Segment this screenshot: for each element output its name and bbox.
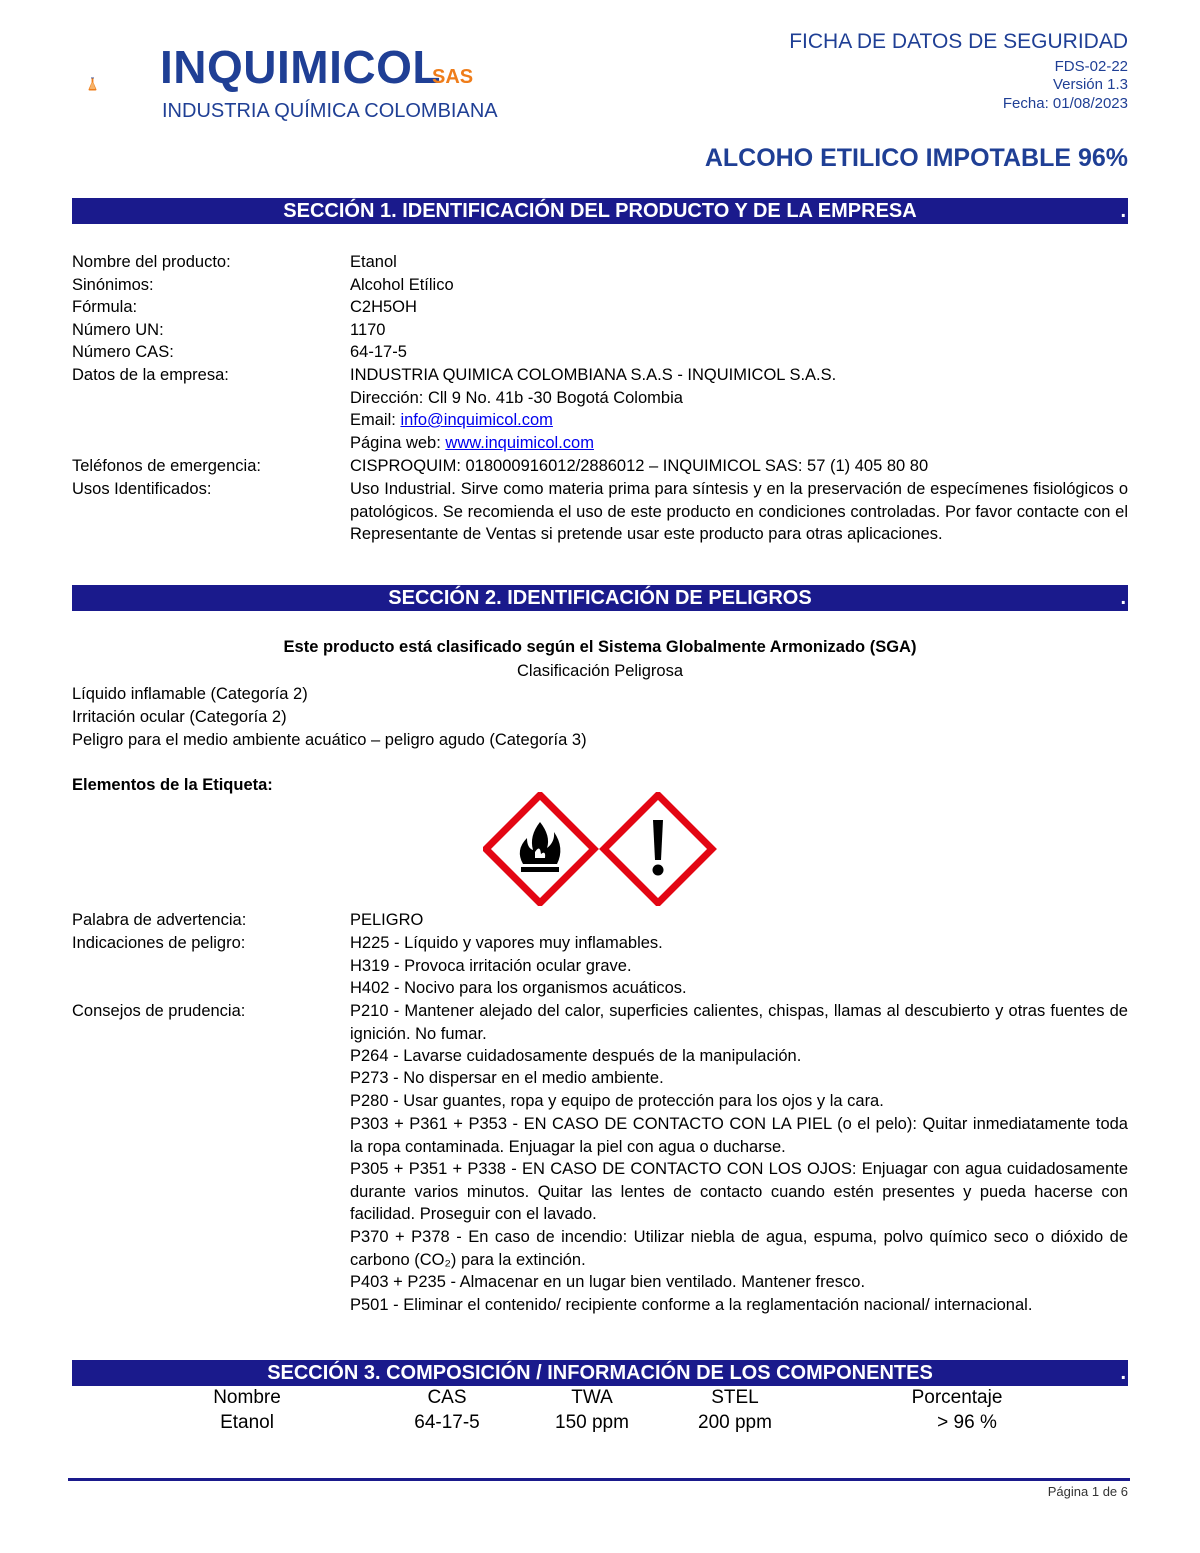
uses-label: Usos Identificados: — [72, 480, 212, 498]
cas-value: 64-17-5 — [350, 343, 407, 361]
table-header: Porcentaje — [911, 1387, 1003, 1408]
un-label: Número UN: — [72, 321, 164, 339]
ghs-pictograms — [483, 792, 717, 906]
section-3-dot: . — [1120, 1362, 1126, 1384]
table-cell: 150 ppm — [555, 1412, 629, 1433]
section-2-header — [72, 585, 1128, 611]
emergency-value: CISPROQUIM: 018000916012/2886012 – INQUIMICOL SAS: 57 (1) 405 80 80 — [350, 457, 929, 475]
email-label: Email: — [350, 411, 401, 429]
hazard-statements-label: Indicaciones de peligro: — [72, 934, 246, 952]
signal-word-value: PELIGRO — [350, 911, 424, 929]
table-header: Nombre — [213, 1387, 281, 1408]
cas-label: Número CAS: — [72, 343, 174, 361]
table-header: TWA — [571, 1387, 613, 1408]
section-1-title: SECCIÓN 1. IDENTIFICACIÓN DEL PRODUCTO Y DE LA EMPRESA — [283, 200, 917, 222]
synonyms-label: Sinónimos: — [72, 276, 154, 294]
product-name-label: Nombre del producto: — [72, 253, 231, 271]
precautionary-statement: P305 + P351 + P338 - EN CASO DE CONTACTO CON LOS OJOS: Enjuagar con agua cuidadosamente durante varios minutos. Quitar las lentes de contacto cuando estén presentes y pueda hacerse con facilidad. Proseguir con el lavado. — [350, 1160, 1129, 1223]
company-suffix: SAS — [432, 66, 474, 88]
section-3-title: SECCIÓN 3. COMPOSICIÓN / INFORMACIÓN DE LOS COMPONENTES — [267, 1362, 933, 1384]
signal-word-label: Palabra de advertencia: — [72, 911, 247, 929]
company-logo — [88, 38, 148, 130]
website-link[interactable]: www.inquimicol.com — [445, 434, 594, 452]
flame-pictogram — [486, 795, 594, 903]
precautionary-statement: P273 - No dispersar en el medio ambiente. — [350, 1069, 664, 1087]
section-1-header — [72, 198, 1128, 224]
company-label: Datos de la empresa: — [72, 366, 229, 384]
footer-divider — [68, 1478, 1130, 1481]
emergency-label: Teléfonos de emergencia: — [72, 457, 261, 475]
precautionary-statement: P264 - Lavarse cuidadosamente después de la manipulación. — [350, 1047, 802, 1065]
precautionary-statement: P303 + P361 + P353 - EN CASO DE CONTACTO CON LA PIEL (o el pelo): Quitar inmediatamente toda la ropa contaminada. Enjuagar la piel con agua o ducharse. — [350, 1115, 1128, 1156]
precautionary-statement: P280 - Usar guantes, ropa y equipo de protección para los ojos y la cara. — [350, 1092, 884, 1110]
precautionary-statement: P370 + P378 - En caso de incendio: Utilizar niebla de agua, espuma, polvo químico seco o dióxido de carbono (CO₂) para la extinción. — [350, 1228, 1128, 1269]
uses-value: Uso Industrial. Sirve como materia prima para síntesis y en la preservación de especímenes fisiológicos o patológicos. Se recomienda el uso de este producto en condiciones controladas. Por favor contacte con el Representante de Ventas si pretende usar este producto para otras aplicaciones. — [350, 480, 1128, 543]
table-header: STEL — [711, 1387, 759, 1408]
page-number: Página 1 de 6 — [1047, 1484, 1128, 1499]
company-name: INQUIMICOL — [160, 41, 441, 93]
formula-value: C2H5OH — [350, 298, 417, 316]
un-value: 1170 — [350, 321, 386, 339]
table-cell: > 96 % — [937, 1412, 997, 1433]
precautionary-statement: P403 + P235 - Almacenar en un lugar bien ventilado. Mantener fresco. — [350, 1273, 866, 1291]
formula-label: Fórmula: — [72, 298, 138, 316]
table-header: CAS — [427, 1387, 467, 1408]
hazard-statement: H319 - Provoca irritación ocular grave. — [350, 957, 632, 975]
document-code: FDS-02-22 — [1054, 58, 1128, 75]
section-1-dot: . — [1120, 200, 1126, 222]
document-version: Versión 1.3 — [1052, 76, 1128, 93]
company-value: INDUSTRIA QUIMICA COLOMBIANA S.A.S - INQUIMICOL S.A.S. — [350, 366, 837, 384]
table-cell: 200 ppm — [698, 1412, 772, 1433]
table-cell: 64-17-5 — [414, 1412, 480, 1433]
product-name-value: Etanol — [350, 253, 397, 271]
table-cell: Etanol — [220, 1412, 274, 1433]
section-3-header — [72, 1360, 1128, 1386]
precautionary-statement: P210 - Mantener alejado del calor, superficies calientes, chispas, llamas al descubierto y otras fuentes de ignición. No fumar. — [350, 1002, 1128, 1043]
classification-subtitle: Clasificación Peligrosa — [517, 662, 683, 680]
hazard-statement: H402 - Nocivo para los organismos acuáticos. — [350, 979, 687, 997]
precautionary-label: Consejos de prudencia: — [72, 1002, 246, 1020]
hazard-category: Líquido inflamable (Categoría 2) — [72, 685, 308, 703]
web-label: Página web: — [350, 434, 446, 452]
email-link[interactable]: info@inquimicol.com — [400, 411, 553, 429]
hazard-category: Peligro para el medio ambiente acuático – peligro agudo (Categoría 3) — [72, 731, 587, 749]
document-date: Fecha: 01/08/2023 — [1002, 95, 1128, 112]
hazard-statement: H225 - Líquido y vapores muy inflamables. — [350, 934, 663, 952]
document-title: FICHA DE DATOS DE SEGURIDAD — [789, 30, 1128, 53]
exclamation-pictogram — [604, 795, 712, 903]
label-elements-title: Elementos de la Etiqueta: — [72, 776, 273, 794]
section-2-title: SECCIÓN 2. IDENTIFICACIÓN DE PELIGROS — [388, 587, 812, 609]
address-value: Dirección: Cll 9 No. 41b -30 Bogotá Colombia — [350, 389, 683, 407]
product-title: ALCOHO ETILICO IMPOTABLE 96% — [704, 144, 1128, 172]
classification-title: Este producto está clasificado según el Sistema Globalmente Armonizado (SGA) — [283, 638, 917, 656]
company-tagline: INDUSTRIA QUÍMICA COLOMBIANA — [162, 100, 498, 122]
hazard-category: Irritación ocular (Categoría 2) — [72, 708, 287, 726]
section-2-dot: . — [1120, 587, 1126, 609]
synonyms-value: Alcohol Etílico — [350, 276, 454, 294]
precautionary-statement: P501 - Eliminar el contenido/ recipiente conforme a la reglamentación nacional/ internacional. — [350, 1296, 1033, 1314]
